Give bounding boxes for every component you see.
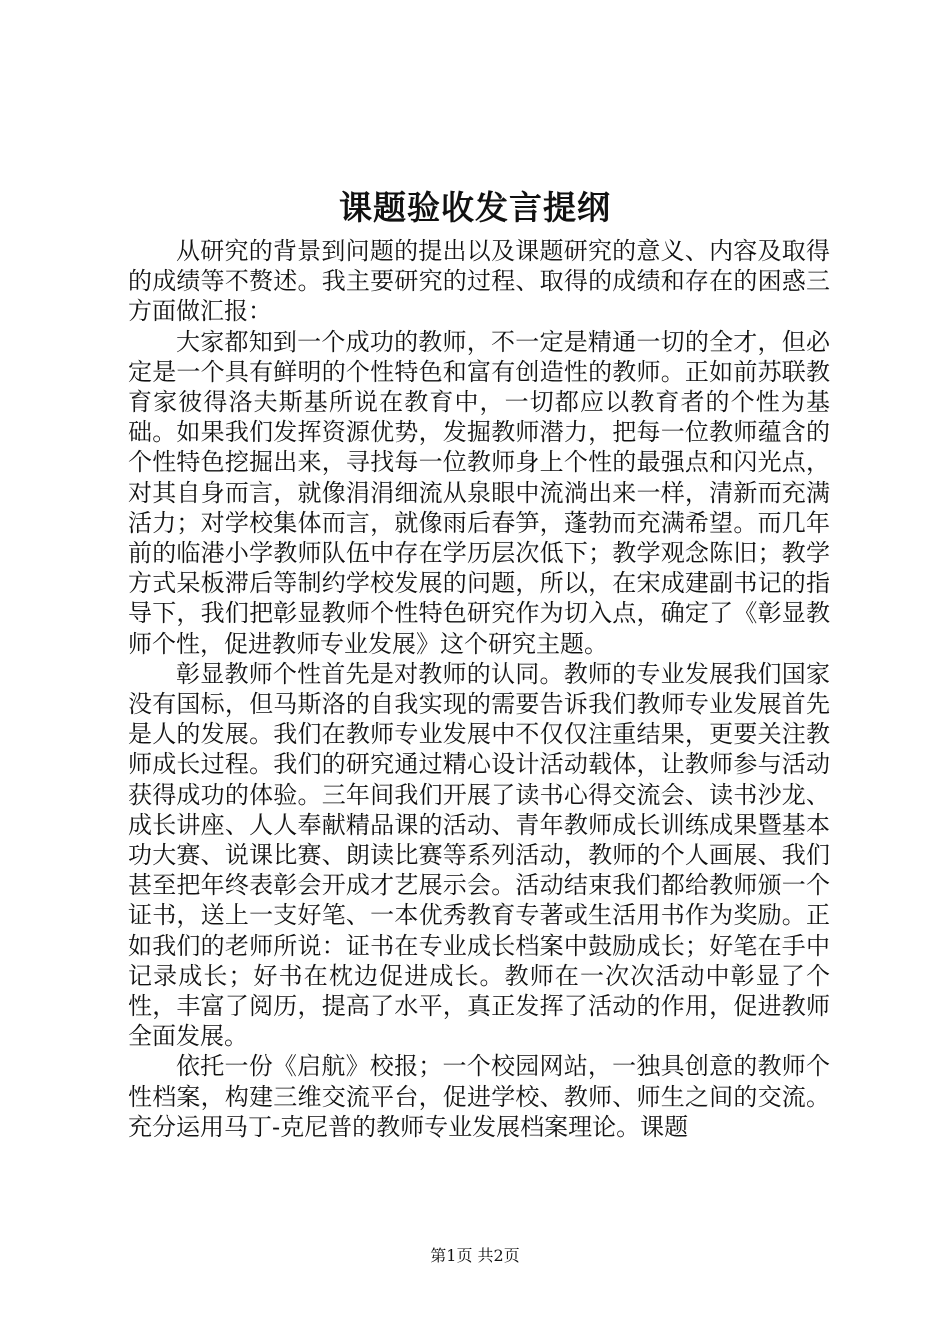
document-body: [128, 236, 830, 1142]
paragraph-intro: 从研究的背景到问题的提出以及课题研究的意义、内容及取得的成绩等不赘述。我主要研究的过程、取得的成绩和存在的困惑三方面做汇报：: [128, 237, 830, 326]
paragraph-activities: 彰显教师个性首先是对教师的认同。教师的专业发展我们国家没有国标，但马斯洛的自我实现的需要告诉我们教师专业发展首先是人的发展。我们在教师专业发展中不仅仅注重结果，更要关注教师成长过程。我们的研究通过精心设计活动载体，让教师参与活动获得成功的体验。三年间我们开展了读书心得交流会、读书沙龙、成长讲座、人人奉献精品课的活动、青年教师成长训练成果暨基本功大赛、说课比赛、朗读比赛等系列活动，教师的个人画展、我们甚至把年终表彰会开成才艺展示会。活动结束我们都给教师颁一个证书，送上一支好笔、一本优秀教育专著或生活用书作为奖励。正如我们的老师所说：证书在专业成长档案中鼓励成长；好笔在手中记录成长；好书在枕边促进成长。教师在一次次活动中彰显了个性，丰富了阅历，提高了水平，真正发挥了活动的作用，促进教师全面发展。: [128, 659, 830, 1051]
document-title: 课题验收发言提纲: [339, 188, 611, 227]
paragraph-platform: 依托一份《启航》校报；一个校园网站，一独具创意的教师个性档案，构建三维交流平台，促进学校、教师、师生之间的交流。充分运用马丁-克尼普的教师专业发展档案理论。课题: [128, 1052, 830, 1141]
paragraph-background: 大家都知到一个成功的教师，不一定是精通一切的全才，但必定是一个具有鲜明的个性特色和富有创造性的教师。正如前苏联教育家彼得洛夫斯基所说在教育中，一切都应以教育者的个性为基础。如果我们发挥资源优势，发掘教师潜力，把每一位教师蕴含的个性特色挖掘出来，寻找每一位教师身上个性的最强点和闪光点，对其自身而言，就像涓涓细流从泉眼中流淌出来一样，清新而充满活力；对学校集体而言，就像雨后春笋，蓬勃而充满希望。而几年前的临港小学教师队伍中存在学历层次低下；教学观念陈旧；教学方式呆板滞后等制约学校发展的问题，所以，在宋成建副书记的指导下，我们把彰显教师个性特色研究作为切入点，确定了《彰显教师个性，促进教师专业发展》这个研究主题。: [128, 327, 830, 658]
page-footer: 第1页 共2页: [430, 1246, 520, 1265]
